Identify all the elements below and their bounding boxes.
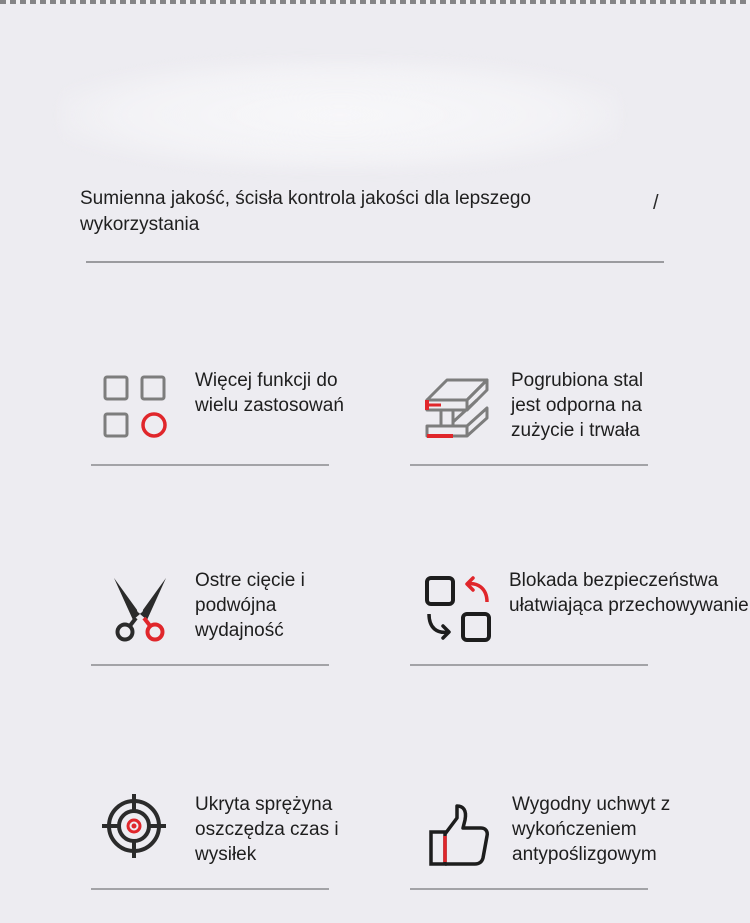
feature-divider: [410, 888, 648, 890]
swap-lock-icon: [419, 570, 499, 650]
feature-label: Blokada bezpieczeństwa ułatwiająca przechowywanie: [509, 570, 749, 616]
header-divider: [86, 261, 664, 263]
feature-divider: [91, 888, 329, 890]
feature-divider: [91, 464, 329, 466]
feature-anti-slip-grip: [419, 792, 750, 902]
blurred-banner: [60, 60, 620, 170]
headline: Sumienna jakość, ścisła kontrola jakości dla lepszego wykorzystania: [80, 188, 531, 235]
feature-multi-function: [100, 368, 440, 478]
feature-divider: [410, 664, 648, 666]
feature-divider: [91, 664, 329, 666]
feature-label: Wygodny uchwyt z wykończeniem antypoślizgowym: [512, 794, 671, 865]
steel-beam-icon: [419, 370, 499, 450]
feature-thick-steel: [419, 368, 750, 478]
slash-mark: /: [653, 192, 659, 214]
top-strip: [0, 0, 750, 4]
feature-label: Ukryta sprężyna oszczędza czas i wysiłek: [195, 794, 339, 865]
feature-label: Pogrubiona stal jest odporna na zużycie i trwała: [511, 370, 644, 441]
grid-circle-icon: [100, 370, 180, 450]
feature-sharp-cut: [100, 568, 440, 678]
scissors-icon: [100, 570, 180, 650]
feature-divider: [410, 464, 648, 466]
target-icon: [98, 788, 178, 868]
feature-label: Ostre cięcie i podwójna wydajność: [195, 570, 305, 641]
feature-safety-lock: [419, 568, 750, 678]
feature-label: Więcej funkcji do wielu zastosowań: [195, 370, 344, 416]
thumbs-up-icon: [419, 796, 499, 876]
feature-hidden-spring: [100, 792, 440, 902]
